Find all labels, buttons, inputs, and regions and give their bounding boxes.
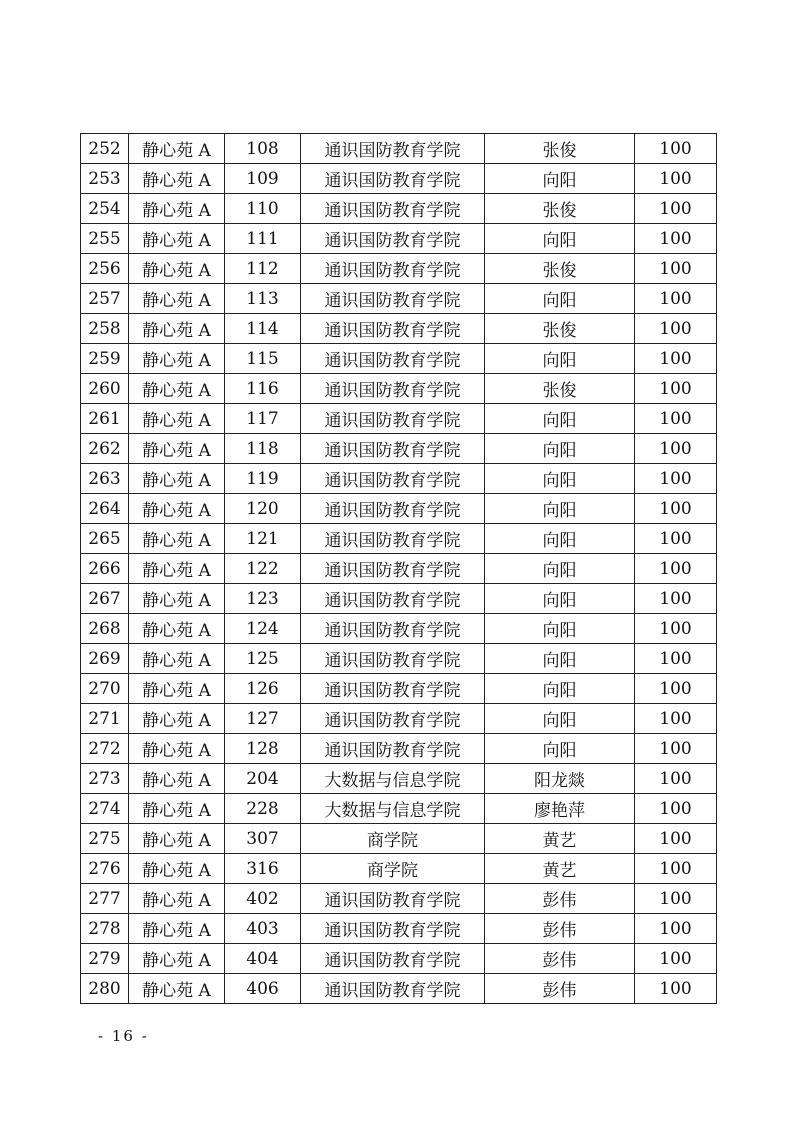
college-cell: 通识国防教育学院 [301, 284, 485, 314]
room-cell: 113 [225, 284, 301, 314]
college-cell: 通识国防教育学院 [301, 584, 485, 614]
score-cell: 100 [635, 194, 717, 224]
row-index-cell: 274 [81, 794, 129, 824]
building-cell: 静心苑 A [129, 524, 225, 554]
college-cell: 通识国防教育学院 [301, 464, 485, 494]
building-cell: 静心苑 A [129, 674, 225, 704]
row-index-cell: 260 [81, 374, 129, 404]
room-cell: 402 [225, 884, 301, 914]
table-row [81, 164, 717, 194]
row-index-cell: 271 [81, 704, 129, 734]
score-cell: 100 [635, 314, 717, 344]
building-cell: 静心苑 A [129, 224, 225, 254]
teacher-cell: 向阳 [485, 464, 635, 494]
row-index-cell: 276 [81, 854, 129, 884]
table-row [81, 734, 717, 764]
table-row [81, 524, 717, 554]
row-index-cell: 280 [81, 974, 129, 1004]
room-cell: 121 [225, 524, 301, 554]
table-row [81, 254, 717, 284]
building-cell: 静心苑 A [129, 824, 225, 854]
building-cell: 静心苑 A [129, 554, 225, 584]
room-cell: 114 [225, 314, 301, 344]
building-cell: 静心苑 A [129, 704, 225, 734]
room-cell: 119 [225, 464, 301, 494]
building-cell: 静心苑 A [129, 254, 225, 284]
teacher-cell: 向阳 [485, 404, 635, 434]
college-cell: 通识国防教育学院 [301, 944, 485, 974]
teacher-cell: 向阳 [485, 524, 635, 554]
score-cell: 100 [635, 884, 717, 914]
row-index-cell: 253 [81, 164, 129, 194]
teacher-cell: 向阳 [485, 644, 635, 674]
score-cell: 100 [635, 134, 717, 164]
college-cell: 通识国防教育学院 [301, 434, 485, 464]
building-cell: 静心苑 A [129, 404, 225, 434]
table-row [81, 824, 717, 854]
building-cell: 静心苑 A [129, 194, 225, 224]
room-cell: 228 [225, 794, 301, 824]
college-cell: 大数据与信息学院 [301, 794, 485, 824]
room-cell: 307 [225, 824, 301, 854]
college-cell: 通识国防教育学院 [301, 674, 485, 704]
room-cell: 127 [225, 704, 301, 734]
score-cell: 100 [635, 224, 717, 254]
score-cell: 100 [635, 764, 717, 794]
row-index-cell: 269 [81, 644, 129, 674]
building-cell: 静心苑 A [129, 344, 225, 374]
room-cell: 124 [225, 614, 301, 644]
table-row [81, 224, 717, 254]
table-row [81, 644, 717, 674]
college-cell: 通识国防教育学院 [301, 314, 485, 344]
building-cell: 静心苑 A [129, 854, 225, 884]
teacher-cell: 廖艳萍 [485, 794, 635, 824]
college-cell: 通识国防教育学院 [301, 914, 485, 944]
table-row [81, 314, 717, 344]
building-cell: 静心苑 A [129, 314, 225, 344]
college-cell: 通识国防教育学院 [301, 704, 485, 734]
college-cell: 通识国防教育学院 [301, 344, 485, 374]
row-index-cell: 279 [81, 944, 129, 974]
room-cell: 128 [225, 734, 301, 764]
score-cell: 100 [635, 554, 717, 584]
row-index-cell: 254 [81, 194, 129, 224]
table-row [81, 944, 717, 974]
room-cell: 122 [225, 554, 301, 584]
score-cell: 100 [635, 464, 717, 494]
room-cell: 109 [225, 164, 301, 194]
page-number: - 16 - [98, 1027, 149, 1045]
row-index-cell: 262 [81, 434, 129, 464]
building-cell: 静心苑 A [129, 134, 225, 164]
room-cell: 117 [225, 404, 301, 434]
score-cell: 100 [635, 524, 717, 554]
teacher-cell: 张俊 [485, 194, 635, 224]
score-cell: 100 [635, 794, 717, 824]
teacher-cell: 向阳 [485, 674, 635, 704]
row-index-cell: 261 [81, 404, 129, 434]
college-cell: 大数据与信息学院 [301, 764, 485, 794]
teacher-cell: 向阳 [485, 164, 635, 194]
college-cell: 通识国防教育学院 [301, 644, 485, 674]
building-cell: 静心苑 A [129, 644, 225, 674]
building-cell: 静心苑 A [129, 884, 225, 914]
teacher-cell: 彭伟 [485, 944, 635, 974]
building-cell: 静心苑 A [129, 794, 225, 824]
building-cell: 静心苑 A [129, 944, 225, 974]
table-row [81, 854, 717, 884]
building-cell: 静心苑 A [129, 614, 225, 644]
teacher-cell: 彭伟 [485, 974, 635, 1004]
score-cell: 100 [635, 944, 717, 974]
room-cell: 112 [225, 254, 301, 284]
row-index-cell: 267 [81, 584, 129, 614]
table-row [81, 344, 717, 374]
row-index-cell: 252 [81, 134, 129, 164]
row-index-cell: 258 [81, 314, 129, 344]
room-cell: 123 [225, 584, 301, 614]
teacher-cell: 向阳 [485, 734, 635, 764]
table-row [81, 884, 717, 914]
row-index-cell: 268 [81, 614, 129, 644]
teacher-cell: 彭伟 [485, 914, 635, 944]
table-row [81, 404, 717, 434]
college-cell: 通识国防教育学院 [301, 164, 485, 194]
table-body [81, 134, 717, 1004]
score-cell: 100 [635, 434, 717, 464]
building-cell: 静心苑 A [129, 164, 225, 194]
building-cell: 静心苑 A [129, 434, 225, 464]
teacher-cell: 向阳 [485, 554, 635, 584]
room-cell: 111 [225, 224, 301, 254]
score-cell: 100 [635, 584, 717, 614]
teacher-cell: 向阳 [485, 614, 635, 644]
college-cell: 通识国防教育学院 [301, 194, 485, 224]
building-cell: 静心苑 A [129, 584, 225, 614]
row-index-cell: 272 [81, 734, 129, 764]
table-row [81, 794, 717, 824]
table-row [81, 494, 717, 524]
row-index-cell: 270 [81, 674, 129, 704]
teacher-cell: 向阳 [485, 224, 635, 254]
score-cell: 100 [635, 734, 717, 764]
row-index-cell: 277 [81, 884, 129, 914]
teacher-cell: 张俊 [485, 374, 635, 404]
score-cell: 100 [635, 614, 717, 644]
row-index-cell: 259 [81, 344, 129, 374]
teacher-cell: 黄艺 [485, 854, 635, 884]
score-cell: 100 [635, 404, 717, 434]
table-row [81, 194, 717, 224]
score-cell: 100 [635, 674, 717, 704]
college-cell: 通识国防教育学院 [301, 974, 485, 1004]
building-cell: 静心苑 A [129, 734, 225, 764]
table-row [81, 674, 717, 704]
room-cell: 316 [225, 854, 301, 884]
college-cell: 通识国防教育学院 [301, 134, 485, 164]
score-cell: 100 [635, 704, 717, 734]
score-cell: 100 [635, 284, 717, 314]
college-cell: 通识国防教育学院 [301, 524, 485, 554]
college-cell: 通识国防教育学院 [301, 224, 485, 254]
score-cell: 100 [635, 824, 717, 854]
building-cell: 静心苑 A [129, 764, 225, 794]
building-cell: 静心苑 A [129, 284, 225, 314]
teacher-cell: 彭伟 [485, 884, 635, 914]
table-row [81, 554, 717, 584]
row-index-cell: 275 [81, 824, 129, 854]
room-cell: 108 [225, 134, 301, 164]
row-index-cell: 255 [81, 224, 129, 254]
score-cell: 100 [635, 344, 717, 374]
teacher-cell: 阳龙燚 [485, 764, 635, 794]
room-cell: 125 [225, 644, 301, 674]
room-cell: 126 [225, 674, 301, 704]
building-cell: 静心苑 A [129, 914, 225, 944]
college-cell: 通识国防教育学院 [301, 554, 485, 584]
college-cell: 通识国防教育学院 [301, 494, 485, 524]
table-row [81, 704, 717, 734]
room-cell: 118 [225, 434, 301, 464]
score-cell: 100 [635, 854, 717, 884]
table-row [81, 614, 717, 644]
row-index-cell: 264 [81, 494, 129, 524]
score-cell: 100 [635, 164, 717, 194]
building-cell: 静心苑 A [129, 464, 225, 494]
table-row [81, 974, 717, 1004]
row-index-cell: 256 [81, 254, 129, 284]
room-cell: 404 [225, 944, 301, 974]
room-cell: 110 [225, 194, 301, 224]
college-cell: 通识国防教育学院 [301, 734, 485, 764]
room-cell: 115 [225, 344, 301, 374]
table-row [81, 134, 717, 164]
teacher-cell: 张俊 [485, 314, 635, 344]
table-row [81, 284, 717, 314]
row-index-cell: 263 [81, 464, 129, 494]
room-cell: 116 [225, 374, 301, 404]
table-row [81, 584, 717, 614]
table-row [81, 764, 717, 794]
teacher-cell: 向阳 [485, 704, 635, 734]
room-cell: 406 [225, 974, 301, 1004]
table-row [81, 434, 717, 464]
teacher-cell: 向阳 [485, 434, 635, 464]
score-cell: 100 [635, 374, 717, 404]
score-cell: 100 [635, 974, 717, 1004]
building-cell: 静心苑 A [129, 494, 225, 524]
score-cell: 100 [635, 254, 717, 284]
score-cell: 100 [635, 914, 717, 944]
college-cell: 通识国防教育学院 [301, 374, 485, 404]
college-cell: 通识国防教育学院 [301, 614, 485, 644]
dorm-score-table [80, 133, 717, 1004]
teacher-cell: 向阳 [485, 584, 635, 614]
teacher-cell: 向阳 [485, 344, 635, 374]
college-cell: 商学院 [301, 854, 485, 884]
row-index-cell: 265 [81, 524, 129, 554]
table-row [81, 914, 717, 944]
building-cell: 静心苑 A [129, 374, 225, 404]
teacher-cell: 黄艺 [485, 824, 635, 854]
college-cell: 商学院 [301, 824, 485, 854]
row-index-cell: 273 [81, 764, 129, 794]
row-index-cell: 266 [81, 554, 129, 584]
room-cell: 120 [225, 494, 301, 524]
score-cell: 100 [635, 494, 717, 524]
teacher-cell: 张俊 [485, 254, 635, 284]
table-row [81, 374, 717, 404]
room-cell: 403 [225, 914, 301, 944]
teacher-cell: 向阳 [485, 284, 635, 314]
building-cell: 静心苑 A [129, 974, 225, 1004]
college-cell: 通识国防教育学院 [301, 404, 485, 434]
teacher-cell: 向阳 [485, 494, 635, 524]
teacher-cell: 张俊 [485, 134, 635, 164]
table-row [81, 464, 717, 494]
room-cell: 204 [225, 764, 301, 794]
college-cell: 通识国防教育学院 [301, 254, 485, 284]
college-cell: 通识国防教育学院 [301, 884, 485, 914]
row-index-cell: 278 [81, 914, 129, 944]
row-index-cell: 257 [81, 284, 129, 314]
score-cell: 100 [635, 644, 717, 674]
